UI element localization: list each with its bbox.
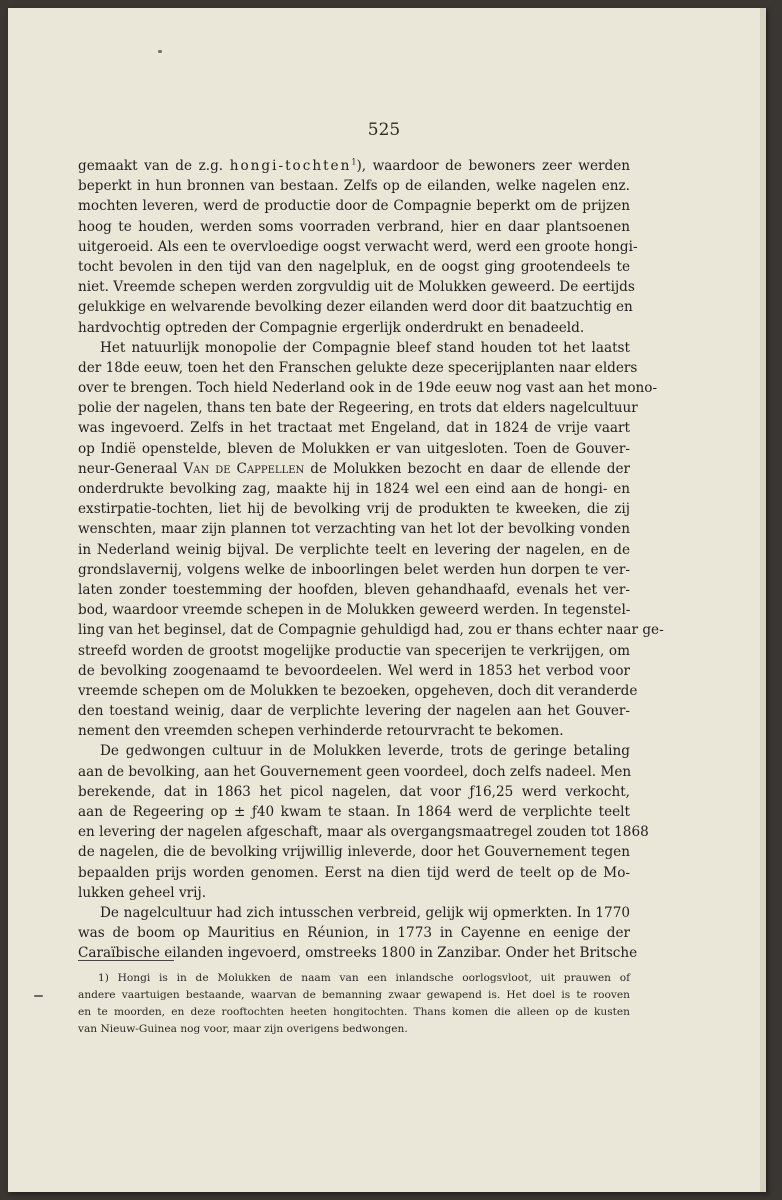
text-line: beperkt in hun bronnen van bestaan. Zelfs op de eilanden, welke nagelen enz.: [78, 178, 630, 195]
text-line: bod, waardoor vreemde schepen in de Molukken geweerd werden. In tegenstel-: [78, 602, 631, 619]
spaced-term: hongi-tochten: [229, 158, 352, 174]
person-name: Van de Cappellen: [183, 460, 305, 477]
text-line: de bevolking zoogenaamd te bevoordeelen. Wel werd in 1853 het verbod voor: [78, 662, 630, 679]
text-line: op Indië openstelde, bleven de Molukken er van uitgesloten. Toen de Gouver-: [78, 440, 630, 457]
text-line: aan de Regeering op ± ƒ40 kwam te staan. In 1864 werd de verplichte teelt: [78, 804, 630, 820]
text-line: hardvochtig optreden der Compagnie ergerlijk onderdrukt en benadeeld.: [78, 319, 585, 336]
footnote-line: van Nieuw-Guinea nog voor, maar zijn overigens bedwongen.: [78, 1023, 408, 1035]
text-line: Caraïbische eilanden ingevoerd, omstreeks 1800 in Zanzibar. Onder het Britsche: [78, 945, 638, 962]
text-line: niet. Vreemde schepen werden zorgvuldig uit de Molukken geweerd. De eertijds: [78, 279, 635, 296]
ink-speck: [158, 50, 162, 53]
text-line: tocht bevolen in den tijd van den nagelpluk, en de oogst ging grootendeels te: [78, 258, 630, 275]
text-line: bepaalden prijs worden genomen. Eerst na dien tijd werd de teelt op de Mo-: [78, 864, 630, 881]
text-line: was de boom op Mauritius en Réunion, in 1773 in Cayenne en eenige der: [78, 925, 630, 942]
footnote-line: en te moorden, en deze rooftochten heeten hongitochten. Thans komen die alleen op de kusten: [78, 1006, 630, 1018]
text-line: den toestand weinig, daar de verplichte levering der nagelen aan het Gouver-: [78, 703, 630, 720]
text-line: der 18de eeuw, toen het den Franschen gelukte deze specerijplanten naar elders: [78, 359, 638, 376]
text-line: polie der nagelen, thans ten bate der Regeering, en trots dat elders nagelcultuur: [78, 400, 638, 417]
text-line: grondslavernij, volgens welke de inboorlingen belet werden hun dorpen te ver-: [78, 561, 630, 578]
text-line: berekende, dat in 1863 het picol nagelen, dat voor ƒ16,25 werd verkocht,: [78, 783, 630, 800]
text-line: hoog te houden, werden soms voorraden verbrand, hier en daar plantsoenen: [78, 218, 630, 235]
text-line: gelukkige en welvarende bevolking dezer eilanden werd door dit baatzuchtig en: [78, 299, 633, 316]
text-line: en levering der nagelen afgeschaft, maar als overgangsmaatregel zouden tot 1868: [78, 824, 649, 841]
text-line: was ingevoerd. Zelfs in het tractaat met Engeland, dat in 1824 de vrije vaart: [78, 420, 630, 437]
text-line: De gedwongen cultuur in de Molukken leverde, trots de geringe betaling: [100, 743, 630, 760]
page-number: 525: [367, 120, 401, 140]
text-line: vreemde schepen om de Molukken te bezoeken, opgeheven, doch dit veranderde: [78, 682, 638, 699]
text-line: wenschten, maar zijn plannen tot verzachting van het lot der bevolking vonden: [78, 521, 630, 538]
footnote: [78, 970, 630, 1038]
text-line: gemaakt van de z.g. hongi-tochten$^1$), waardoor de bewoners zeer werden: [78, 157, 630, 174]
ink-speck: [34, 995, 43, 997]
text-line: onderdrukte bevolking zag, maakte hij in 1824 wel een eind aan de hongi- en: [78, 481, 630, 497]
text-line: laten zonder toestemming der hoofden, bleven gehandhaafd, evenals het ver-: [78, 581, 630, 598]
text-line: neur-Generaal Van de Cappellen de Molukken bezocht en daar de ellende der: [78, 460, 630, 477]
footnote-line: andere vaartuigen bestaande, waarvan de bemanning zwaar gewapend is. Het doel is te rooven: [78, 989, 630, 1001]
book-page: [8, 8, 766, 1192]
footnote-line: 1) Hongi is in de Molukken de naam van een inlandsche oorlogsvloot, uit prauwen of: [98, 972, 630, 984]
text-line: de nagelen, die de bevolking vrijwillig inleverde, door het Gouvernement tegen: [78, 844, 630, 861]
footnote-divider: [78, 960, 174, 961]
text-line: in Nederland weinig bijval. De verplichte teelt en levering der nagelen, en de: [78, 541, 630, 558]
body-text: [78, 156, 664, 964]
text-line: streefd worden de grootst mogelijke productie van specerijen te verkrijgen, om: [78, 642, 630, 659]
text-line: over te brengen. Toch hield Nederland ook in de 19de eeuw nog vast aan het mono-: [78, 380, 658, 397]
text-line: aan de bevolking, aan het Gouvernement geen voordeel, doch zelfs nadeel. Men: [78, 763, 632, 780]
text-line: nement den vreemden schepen verhinderde retourvracht te bekomen.: [78, 723, 564, 740]
text-line: mochten leveren, werd de productie door de Compagnie beperkt om de prijzen: [78, 198, 630, 215]
text-line: Het natuurlijk monopolie der Compagnie bleef stand houden tot het laatst: [100, 339, 630, 356]
text-line: De nagelcultuur had zich intusschen verbreid, gelijk wij opmerkten. In 1770: [100, 904, 630, 921]
text-line: ling van het beginsel, dat de Compagnie gehuldigd had, zou er thans echter naar ge-: [78, 622, 664, 639]
text-line: uitgeroeid. Als een te overvloedige oogst verwacht werd, werd een groote hongi-: [78, 238, 638, 255]
text-line: exstirpatie-tochten, liet hij de bevolking vrij de produkten te kweeken, die zij: [78, 501, 630, 518]
footnote-marker: 1: [351, 157, 357, 167]
text-line: lukken geheel vrij.: [78, 884, 207, 901]
